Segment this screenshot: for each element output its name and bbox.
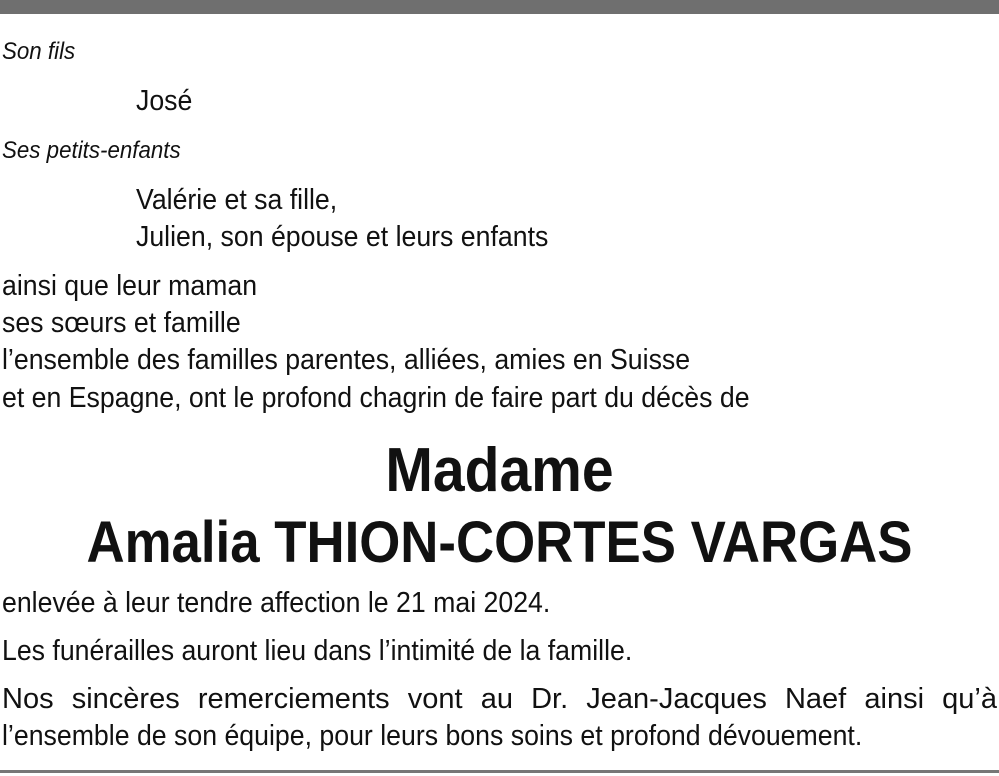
family-line-3: l’ensemble des familles parentes, alliées, amies en Suisse (2, 344, 691, 376)
closing-line-4: l’ensemble de son équipe, pour leurs bons soins et profond dévouement. (2, 720, 863, 752)
family-line-4: et en Espagne, ont le profond chagrin de faire part du décès de (2, 382, 750, 414)
son-name: José (136, 85, 193, 117)
son-label: Son fils (2, 38, 76, 65)
bottom-border (0, 770, 999, 773)
deceased-title: Madame (385, 436, 614, 505)
grandchildren-line-1: Valérie et sa fille, (136, 184, 338, 216)
family-line-1: ainsi que leur maman (2, 270, 258, 302)
family-line-2: ses sœurs et famille (2, 307, 241, 339)
deceased-name: Amalia THION-CORTES VARGAS (86, 510, 913, 575)
closing-line-1: enlevée à leur tendre affection le 21 mai 2024. (2, 587, 551, 619)
grandchildren-label: Ses petits-enfants (2, 137, 181, 164)
closing-line-2: Les funérailles auront lieu dans l’intimité de la famille. (2, 635, 633, 667)
closing-line-3: Nos sincères remerciements vont au Dr. Jean-Jacques Naef ainsi qu’à (2, 683, 997, 715)
grandchildren-line-2: Julien, son épouse et leurs enfants (136, 221, 549, 253)
